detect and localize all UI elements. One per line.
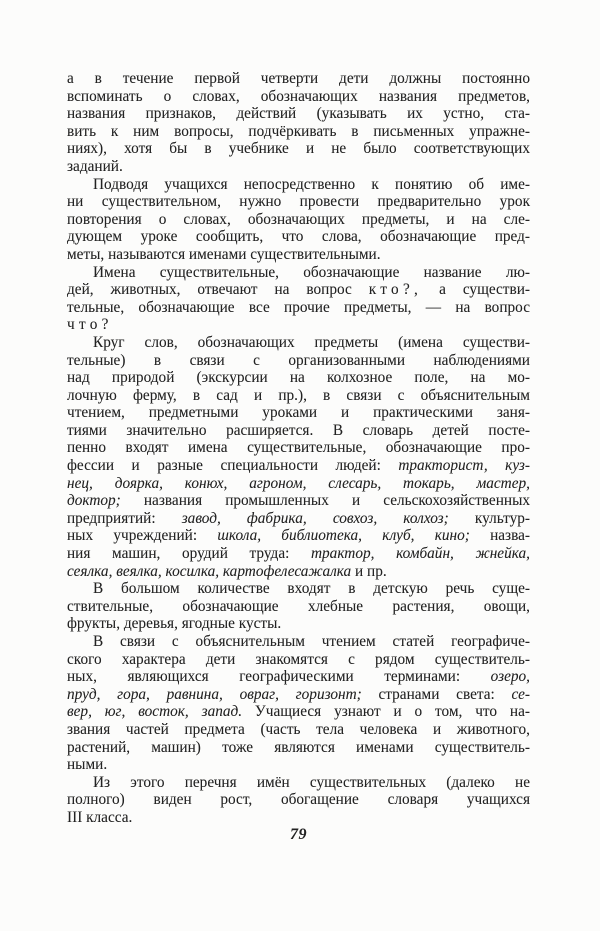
vocabulary-term: нец, доярка, конюх, агроном, слесарь, токарь, мастер,	[67, 474, 530, 492]
text-line	[67, 70, 530, 88]
text-line	[67, 791, 530, 809]
text-segment: тиями значительно расширяется. В словарь детей посте-	[67, 421, 530, 439]
text-segment: заданий.	[67, 157, 123, 175]
text-line	[67, 264, 530, 282]
text-segment: Круг слов, обозначающих предметы (имена существи-	[93, 333, 530, 351]
text-line	[67, 123, 530, 141]
text-segment: Учащиеся узнают и о том, что на-	[242, 703, 530, 721]
text-line	[67, 193, 530, 211]
text-segment: фессии и разные специальности людей:	[67, 457, 399, 475]
text-line	[67, 739, 530, 757]
text-segment: дующем уроке сообщить, что слова, обозначающие пред-	[67, 228, 530, 246]
text-line	[67, 545, 530, 563]
text-line	[67, 316, 530, 334]
text-segment: ни существительном, нужно провести предварительно урок	[67, 193, 530, 211]
text-segment: ных учреждений:	[67, 527, 218, 545]
text-line	[67, 439, 530, 457]
text-line	[67, 703, 530, 721]
text-line	[67, 334, 530, 352]
text-segment: ского характера дети знакомятся с рядом существитель-	[67, 650, 530, 668]
text-segment: Подводя учащихся непосредственно к понятию об име-	[93, 175, 530, 193]
text-segment: фрукты, деревья, ягодные кусты.	[67, 615, 282, 633]
paragraph	[67, 633, 530, 774]
text-line	[67, 580, 530, 598]
vocabulary-term: тракторист, куз-	[398, 457, 530, 475]
text-line	[67, 281, 530, 299]
text-line	[67, 668, 530, 686]
paragraph	[67, 264, 530, 334]
text-line	[67, 686, 530, 704]
text-segment: названия промышленных и сельскохозяйственных	[120, 492, 530, 510]
text-line	[67, 176, 530, 194]
text-line	[67, 615, 530, 633]
text-line	[67, 228, 530, 246]
vocabulary-term: вер, юг, восток, запад.	[67, 703, 243, 721]
text-segment: звания частей предмета (часть тела человека и животного,	[67, 720, 530, 738]
paragraph	[67, 176, 530, 264]
page-number: 79	[290, 826, 307, 843]
text-line	[67, 422, 530, 440]
text-segment: а существи-	[422, 281, 530, 299]
text-line	[67, 387, 530, 405]
text-line	[67, 527, 530, 545]
text-segment: ными.	[67, 756, 108, 774]
vocabulary-term: озеро,	[490, 668, 530, 686]
text-segment: названия признаков, действий (указывать их устно, ста-	[67, 105, 530, 123]
text-segment: меты, называются именами существительными.	[67, 245, 381, 263]
text-line	[67, 510, 530, 528]
paragraph	[67, 580, 530, 633]
text-line	[67, 651, 530, 669]
text-segment: тельные) в связи с организованными наблюдениями	[67, 351, 530, 369]
paragraph	[67, 334, 530, 580]
text-segment: лочную ферму, в сад и пр.), в связи с объяснительным	[67, 386, 530, 404]
text-segment: и пр.	[351, 562, 387, 580]
text-line	[67, 563, 530, 581]
paragraph	[67, 70, 530, 176]
text-line	[67, 369, 530, 387]
text-segment: вить к ним вопросы, подчёркивать в письменных упражне-	[67, 122, 530, 140]
text-line	[67, 721, 530, 739]
text-line	[67, 598, 530, 616]
text-segment: III класса.	[67, 808, 133, 826]
text-segment: назва-	[469, 527, 531, 545]
text-segment: Из этого перечня имён существительных (далеко не	[93, 773, 530, 791]
text-line	[67, 105, 530, 123]
text-line	[67, 211, 530, 229]
text-segment: ниях), хотя бы в учебнике и не было соответствующих	[67, 140, 530, 158]
text-line	[67, 492, 530, 510]
vocabulary-term: трактор, комбайн, жнейка,	[310, 545, 530, 563]
text-segment: тельные, обозначающие все прочие предметы, — на вопрос	[67, 298, 530, 316]
vocabulary-term: школа, библиотека, клуб, кино;	[217, 527, 470, 545]
text-segment: предприятий:	[67, 509, 182, 527]
text-segment: В большом количестве входят в детскую речь суще-	[93, 580, 530, 598]
vocabulary-term: сеялка, веялка, косилка, картофелесажалка	[67, 562, 352, 580]
text-segment: дей, животных, отвечают на вопрос	[67, 281, 369, 299]
text-segment: чтением, предметными уроками и практическими заня-	[67, 404, 530, 422]
text-line	[67, 809, 530, 827]
text-line	[67, 140, 530, 158]
text-segment: Имена существительные, обозначающие название лю-	[93, 263, 530, 281]
text-line	[67, 299, 530, 317]
text-line	[67, 774, 530, 792]
text-line	[67, 633, 530, 651]
vocabulary-term: се-	[511, 685, 530, 703]
text-segment: а в течение первой четверти дети должны постоянно	[67, 70, 530, 87]
paragraph	[67, 774, 530, 827]
text-line	[67, 756, 530, 774]
vocabulary-term: пруд, гора, равнина, овраг, горизонт;	[67, 685, 362, 703]
text-segment: вспоминать о словах, обозначающих названия предметов,	[67, 87, 530, 105]
text-line	[67, 158, 530, 176]
vocabulary-term: завод, фабрика, совхоз, колхоз;	[181, 509, 449, 527]
text-segment: ния машин, орудий труда:	[67, 545, 311, 563]
text-segment: В связи с объяснительным чтением статей географиче-	[93, 633, 530, 650]
text-line	[67, 246, 530, 264]
text-segment: полного) виден рост, обогащение словаря учащихся	[67, 791, 530, 809]
text-segment: растений, машин) тоже являются именами существитель-	[67, 738, 530, 756]
text-line	[67, 404, 530, 422]
text-segment: культур-	[448, 509, 530, 527]
text-segment: над природой (экскурсии на колхозное поле, на мо-	[67, 369, 530, 387]
text-line	[67, 352, 530, 370]
text-line	[67, 457, 530, 475]
text-segment: ных, являющихся географическими терминами:	[67, 668, 491, 686]
text-segment: повторения о словах, обозначающих предметы, и на сле-	[67, 210, 530, 228]
text-segment: странами света:	[361, 685, 512, 703]
text-line	[67, 88, 530, 106]
page-text-block	[67, 70, 530, 827]
text-line	[67, 475, 530, 493]
vocabulary-term: доктор;	[67, 492, 121, 510]
emphasized-word: что?	[67, 316, 113, 334]
text-segment: ствительные, обозначающие хлебные растения, овощи,	[67, 597, 530, 615]
text-segment: пенно входят имена существительные, обозначающие про-	[67, 439, 530, 457]
emphasized-word: кто?,	[368, 281, 423, 299]
